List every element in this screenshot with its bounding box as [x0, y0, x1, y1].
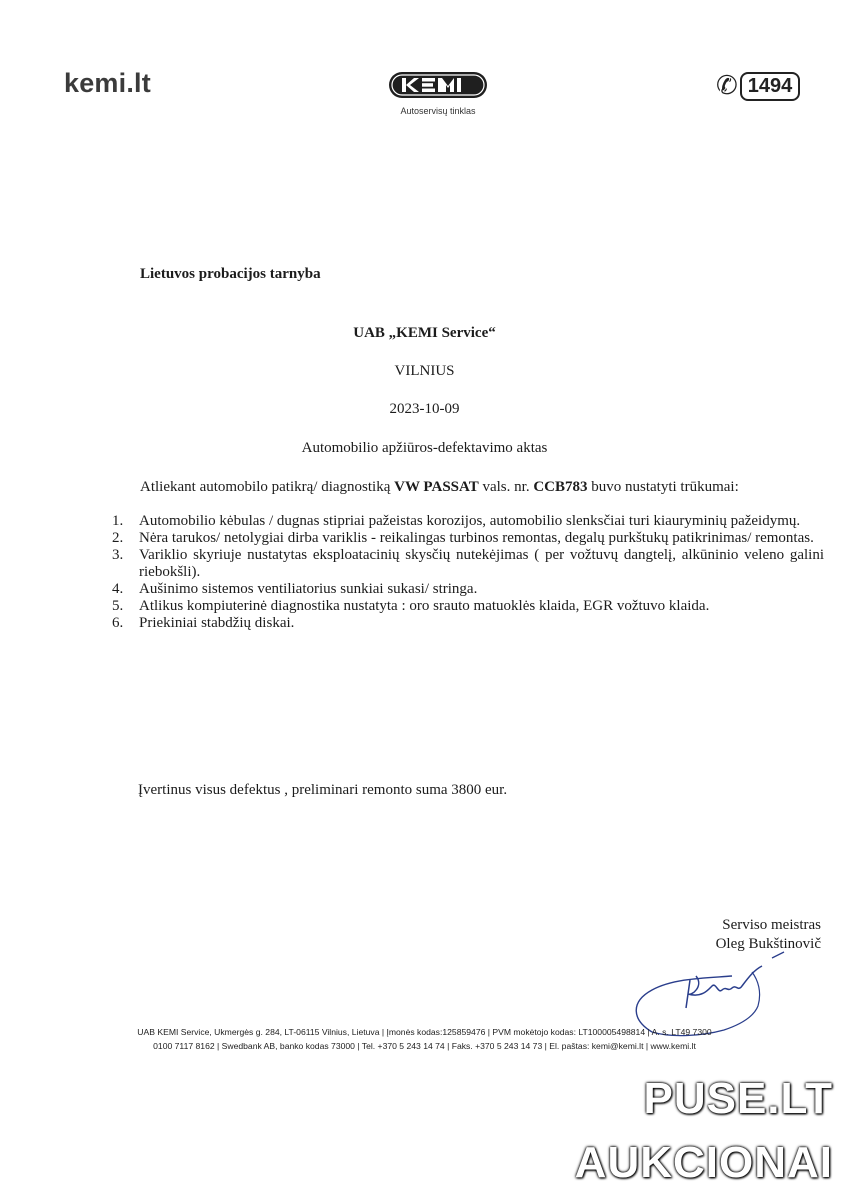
- defect-list: [112, 513, 824, 632]
- hotline: [716, 70, 800, 102]
- phone-icon: ✆: [716, 71, 738, 101]
- intro-sentence: [140, 479, 739, 496]
- intro-suffix: buvo nustatyti trūkumai:: [587, 479, 739, 495]
- defect-text: Atlikus kompiuterinė diagnostika nustatyta : oro srauto matuoklės klaida, EGR vožtuvo klaida.: [139, 598, 710, 614]
- defect-item: [112, 581, 824, 598]
- defect-number: 5.: [112, 598, 124, 614]
- watermark-auctions: AUKCIONAI: [574, 1138, 833, 1187]
- defect-item: [112, 513, 824, 530]
- site-logo: kemi.lt: [64, 68, 151, 98]
- company-name: UAB „KEMI Service“: [353, 325, 496, 341]
- defect-item: [112, 615, 824, 632]
- signer-name: Oleg Bukštinovič: [715, 936, 821, 952]
- defect-number: 1.: [112, 513, 124, 529]
- document-title: Automobilio apžiūros-defektavimo aktas: [301, 440, 548, 456]
- phone-number: 1494: [740, 72, 801, 101]
- signer-role: Serviso meistras: [722, 917, 821, 933]
- footer-contact-details: 0100 7117 8162 | Swedbank AB, banko kodas 73000 | Tel. +370 5 243 14 74 | Faks. +370 5 243 14 73 | El. paštas: kemi@kemi.lt | www.kemi.lt: [153, 1041, 696, 1051]
- recipient: Lietuvos probacijos tarnyba: [140, 266, 321, 282]
- brand-tagline: Autoservisų tinklas: [400, 106, 476, 116]
- defect-text: Automobilio kėbulas / dugnas stipriai pažeistas korozijos, automobilio slenksčiai turi kiauryminių pažeidymų.: [139, 513, 801, 529]
- defect-number: 3.: [112, 547, 124, 563]
- defect-number: 4.: [112, 581, 124, 597]
- kemi-logo-icon: [388, 70, 488, 100]
- brand-logo: [383, 70, 493, 116]
- defect-item: [112, 530, 824, 547]
- defect-text: Nėra tarukos/ netolygiai dirba variklis - reikalingas turbinos remontas, degalų purkštukų patikrinimas/ remontas.: [139, 530, 814, 546]
- defect-text: Priekiniai stabdžių diskai.: [139, 615, 295, 631]
- defect-text: Aušinimo sistemos ventiliatorius sunkiai sukasi/ stringa.: [139, 581, 478, 597]
- defect-item: [112, 547, 824, 581]
- intro-middle: vals. nr.: [478, 479, 534, 495]
- repair-estimate: Įvertinus visus defektus , preliminari remonto suma 3800 eur.: [138, 782, 508, 798]
- intro-prefix: Atliekant automobilo patikrą/ diagnostiką: [140, 479, 395, 495]
- license-plate: CCB783: [533, 479, 588, 495]
- car-model: VW PASSAT: [394, 479, 479, 495]
- footer-company-details: UAB KEMI Service, Ukmergės g. 284, LT-06115 Vilnius, Lietuva | Įmonės kodas:125859476 | PVM mokėtojo kodas: LT100005498814 | A. s. LT49 7300: [137, 1027, 712, 1037]
- defect-number: 2.: [112, 530, 124, 546]
- document-date: 2023-10-09: [389, 401, 460, 417]
- defect-item: [112, 598, 824, 615]
- defect-number: 6.: [112, 615, 124, 631]
- watermark-site: PUSE.LT: [643, 1074, 833, 1123]
- defect-text: Variklio skyriuje nustatytas eksploatacinių skysčių nutekėjimas ( per vožtuvų dangtelį, alkūninio veleno galini riebokšli).: [139, 547, 824, 580]
- city: VILNIUS: [394, 363, 455, 379]
